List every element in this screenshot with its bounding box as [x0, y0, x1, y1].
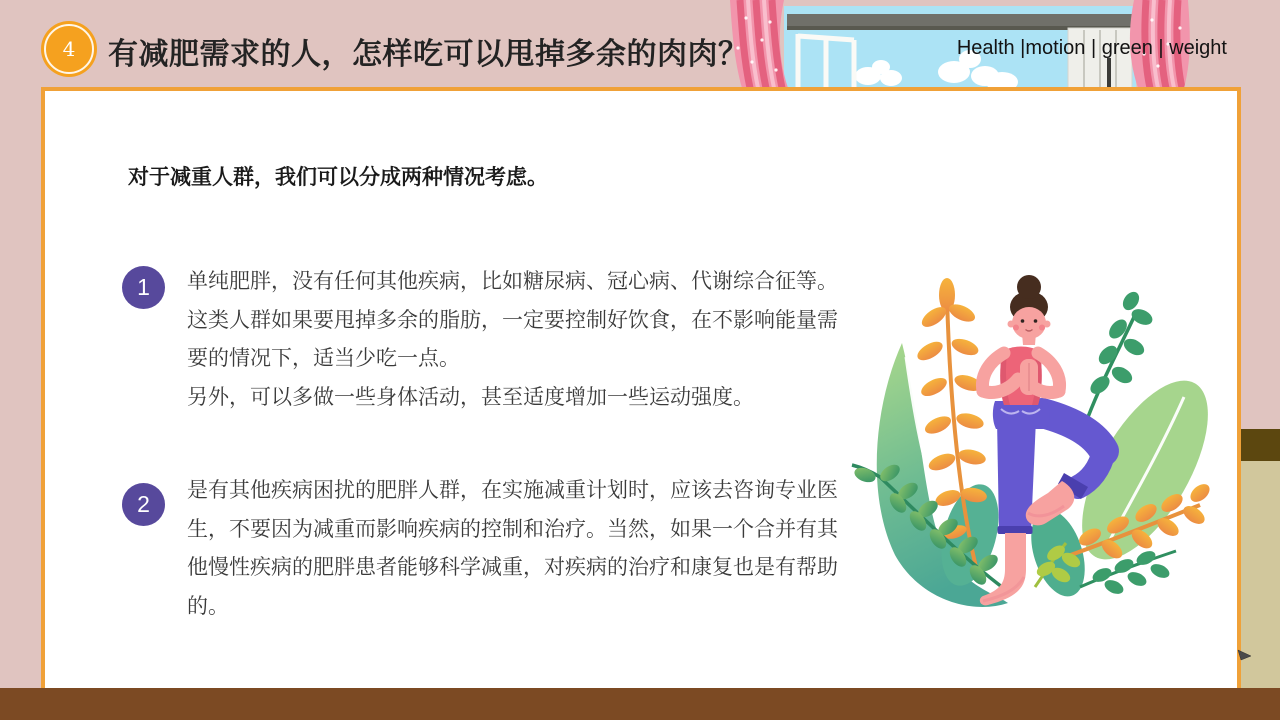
point-text-line: 另外，可以多做一些身体活动，甚至适度增加一些运动强度。: [187, 385, 754, 409]
point-1-text: [187, 263, 838, 417]
point-2-text: [187, 472, 838, 626]
floor-strip: [0, 688, 1280, 720]
page-number: 4: [62, 37, 76, 61]
card-heading: 对于减重人群，我们可以分成两种情况考虑。: [128, 166, 548, 189]
point-text-line: 这类人群如果要甩掉多余的脂肪，一定要控制好饮食，在不影响能量需: [187, 308, 838, 332]
point-1-number: 1: [137, 274, 150, 300]
point-text-line: 生，不要因为减重而影响疾病的控制和治疗。当然，如果一个合并有其: [187, 517, 838, 541]
point-2-number: 2: [137, 491, 150, 517]
point-2-number-badge: [122, 483, 165, 526]
slide-title: 有减肥需求的人，怎样吃可以甩掉多余的肉肉？: [108, 38, 749, 71]
yoga-illustration: [850, 255, 1230, 630]
point-text-line: 是有其他疾病困扰的肥胖人群，在实施减重计划时，应该去咨询专业医: [187, 479, 838, 502]
mouse-cursor-icon: [1237, 648, 1253, 662]
point-text-line: 的。: [187, 594, 229, 618]
point-text-line: 他慢性疾病的肥胖患者能够科学减重，对疾病的治疗和康复也是有帮助: [187, 556, 838, 580]
page-number-badge: [44, 24, 94, 74]
point-text-line: 要的情况下，适当少吃一点。: [187, 347, 460, 371]
point-1-number-badge: [122, 266, 165, 309]
point-text-line: 单纯肥胖，没有任何其他疾病，比如糖尿病、冠心病、代谢综合征等。: [187, 270, 838, 293]
content-card: [41, 87, 1241, 688]
header-tags: Health |motion | green | weight: [956, 37, 1227, 59]
teal-branch-top-right: [1087, 289, 1155, 417]
